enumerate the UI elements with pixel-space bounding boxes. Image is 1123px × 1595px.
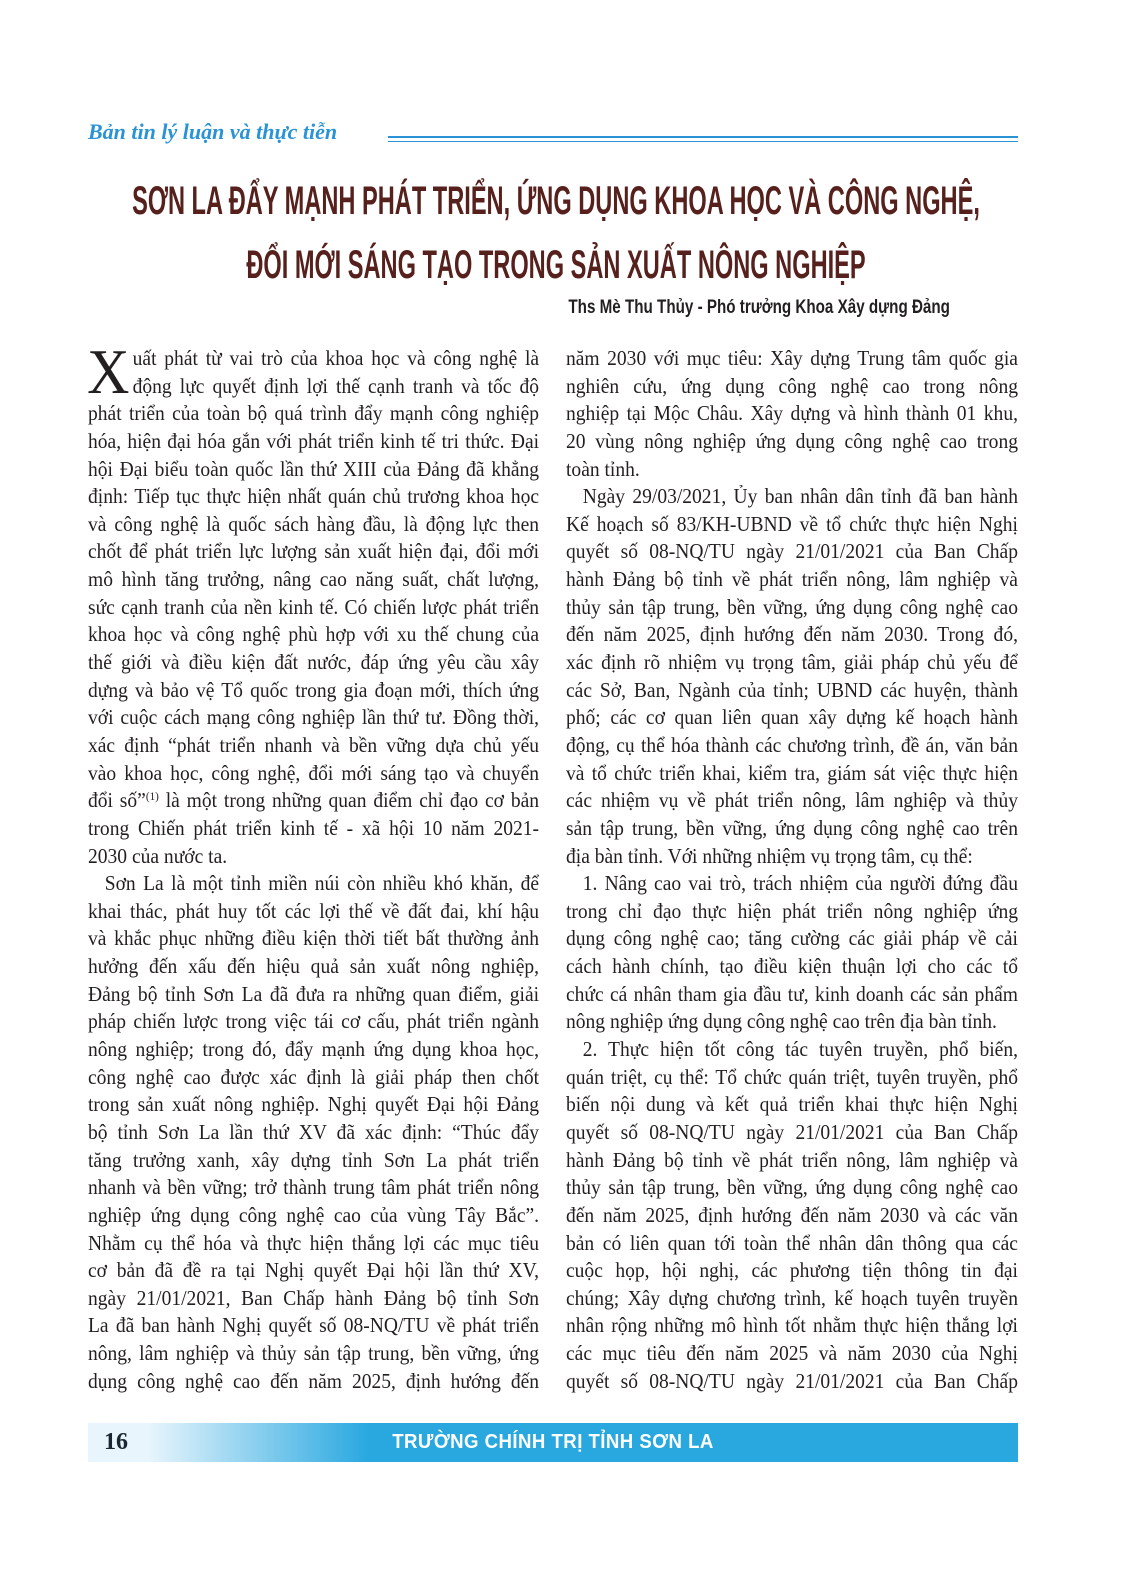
text-line: biến nội dung và kết quả triển khai thực hiện Nghị (566, 1092, 1018, 1117)
text-line: định: Tiếp tục thực hiện nhất quán chủ trương khoa học (88, 484, 540, 509)
text-line: thủy sản tập trung, bền vững, ứng dụng công nghệ cao (566, 594, 1018, 619)
byline: Ths Mè Thu Thủy - Phó trưởng Khoa Xây dựng Đảng (568, 297, 950, 318)
text-line: Nhằm cụ thể hóa và thực hiện thắng lợi các mục tiêu (88, 1230, 540, 1255)
section-header: Bản tin lý luận và thực tiễn (88, 119, 338, 144)
text-segment: là một trong những quan điểm chỉ đạo cơ bản (158, 788, 540, 813)
text-line: và khắc phục những điều kiện thời tiết bất thường ảnh (88, 926, 540, 951)
text-line: dựng và bảo vệ Tổ quốc trong gia đoạn mới, thích ứng (88, 677, 540, 702)
text-line: vào khoa học, công nghệ, đổi mới sáng tạo và chuyển (88, 760, 540, 785)
text-line: hóa, hiện đại hóa gắn với phát triển kinh tế tri thức. Đại (88, 428, 540, 453)
text-line: thế giới và điều kiện đất nước, đáp ứng yêu cầu xây (88, 650, 540, 675)
text-line: chốt để phát triển lực lượng sản xuất hiện đại, đổi mới (88, 539, 540, 564)
text-line: nghiên cứu, ứng dụng công nghệ cao trong nông (566, 373, 1018, 398)
title-line: ĐỔI MỚI SÁNG TẠO TRONG SẢN XUẤT NÔNG NGHIỆP (246, 243, 866, 287)
text-line: quyết số 08-NQ/TU ngày 21/01/2021 của Ban Chấp (566, 1119, 1018, 1144)
text-line: xác định “phát triển nhanh và bền vững dựa chủ yếu (88, 732, 540, 757)
text-line: động lực quyết định lợi thế cạnh tranh và tốc độ (132, 373, 540, 398)
text-line: 20 vùng nông nghiệp ứng dụng công nghệ cao trong (566, 428, 1018, 453)
text-line: nghiệp ứng dụng công nghệ cao của vùng Tây Bắc”. (88, 1202, 540, 1227)
text-line: xác định rõ nhiệm vụ trọng tâm, giải pháp chủ yếu để (566, 650, 1018, 675)
article-title (0, 0, 1123, 300)
text-line: khai thác, phát huy tốt các lợi thế về đất đai, khí hậu (88, 898, 540, 923)
text-line: bản có liên quan tới toàn thể nhân dân thông qua các (566, 1230, 1018, 1255)
text-line: cơ bản đã đề ra tại Nghị quyết Đại hội lần thứ XV, (88, 1258, 540, 1283)
text-line: đến năm 2025, định hướng đến năm 2030. Trong đó, (566, 622, 1018, 647)
text-line: Đảng bộ tỉnh Sơn La đã đưa ra những quan điểm, giải (88, 981, 540, 1006)
drop-cap: X (87, 337, 130, 407)
text-line: địa bàn tỉnh. Với những nhiệm vụ trọng tâm, cụ thể: (566, 843, 973, 868)
text-line: các mục tiêu đến năm 2025 và năm 2030 của Nghị (566, 1341, 1018, 1366)
column-text (566, 345, 1018, 1395)
text-line: 2. Thực hiện tốt công tác tuyên truyền, phổ biến, (582, 1037, 1018, 1062)
text-line: hưởng đến xấu đến hiệu quả sản xuất nông nghiệp, (88, 954, 540, 979)
text-line: ngày 21/01/2021, Ban Chấp hành Đảng bộ tỉnh Sơn (88, 1285, 540, 1310)
column-right (566, 345, 1018, 1395)
text-line: phố; các cơ quan liên quan xây dựng kế hoạch hành (566, 705, 1018, 730)
text-line: động, cụ thể hóa thành các chương trình, đề án, văn bản (566, 732, 1018, 757)
column-text (87, 337, 540, 1395)
text-line: sức cạnh tranh của nền kinh tế. Có chiến lược phát triển (88, 594, 540, 619)
text-line: nông nghiệp ứng dụng công nghệ cao trên địa bàn tỉnh. (566, 1009, 997, 1034)
text-line: hội Đại biểu toàn quốc lần thứ XIII của Đảng đã khẳng (88, 456, 540, 481)
text-line: với cuộc cách mạng công nghiệp lần thứ tư. Đồng thời, (88, 705, 540, 730)
text-line: thủy sản tập trung, bền vững, ứng dụng công nghệ cao (566, 1175, 1018, 1200)
publication-name: TRƯỜNG CHÍNH TRỊ TỈNH SƠN LA (392, 1431, 714, 1453)
text-line: Ngày 29/03/2021, Ủy ban nhân dân tỉnh đã ban hành (582, 484, 1018, 509)
text-line: và tổ chức triển khai, kiểm tra, giám sát việc thực hiện (566, 760, 1018, 785)
text-line: quyết số 08-NQ/TU ngày 21/01/2021 của Ban Chấp (566, 539, 1018, 564)
text-line: hành Đảng bộ tỉnh về phát triển nông, lâm nghiệp và (566, 1147, 1018, 1172)
text-line: công nghệ cao được xác định là giải pháp then chốt (88, 1064, 540, 1089)
text-line: quán triệt, cụ thể: Tổ chức quán triệt, tuyên truyền, phổ (566, 1064, 1018, 1089)
title-line: SƠN LA ĐẨY MẠNH PHÁT TRIỂN, ỨNG DỤNG KHOA HỌC VÀ CÔNG NGHỆ, (132, 179, 980, 223)
text-line: năm 2030 với mục tiêu: Xây dựng Trung tâm quốc gia (566, 346, 1018, 370)
footnote-ref: (1) (145, 789, 159, 804)
footer-bar (88, 1423, 1018, 1462)
text-line: pháp chiến lược trong việc tái cơ cấu, phát triển ngành (88, 1009, 540, 1034)
text-line: trong Chiến phát triển kinh tế - xã hội 10 năm 2021- (88, 815, 540, 840)
text-line: phát triển của toàn bộ quá trình đẩy mạnh công nghiệp (88, 401, 540, 426)
text-line: nghiệp tại Mộc Châu. Xây dựng và hình thành 01 khu, (566, 401, 1018, 426)
text-line: La đã ban hành Nghị quyết số 08-NQ/TU về phát triển (88, 1313, 540, 1338)
text-line: mô hình tăng trưởng, nâng cao năng suất, chất lượng, (88, 567, 540, 592)
page-number: 16 (104, 1429, 128, 1455)
text-line: Sơn La là một tỉnh miền núi còn nhiều khó khăn, để (104, 871, 540, 896)
text-line: nhân rộng những mô hình tốt nhằm thực hiện thắng lợi (566, 1313, 1018, 1338)
text-line: tăng trưởng xanh, xây dựng tỉnh Sơn La phát triển (88, 1147, 540, 1172)
text-line: nông nghiệp; trong đó, đẩy mạnh ứng dụng khoa học, (88, 1037, 540, 1062)
text-line: và công nghệ là quốc sách hàng đầu, là động lực then (88, 511, 540, 536)
text-line: dụng công nghệ cao đến năm 2025, định hướng đến (88, 1368, 540, 1393)
text-line: trong chỉ đạo thực hiện phát triển nông nghiệp ứng (566, 898, 1018, 923)
text-line: các Sở, Ban, Ngành của tỉnh; UBND các huyện, thành (566, 677, 1018, 702)
text-line: nông, lâm nghiệp và thủy sản tập trung, bền vững, ứng (88, 1341, 540, 1366)
text-line: trong sản xuất nông nghiệp. Nghị quyết Đại hội Đảng (88, 1092, 540, 1117)
text-line: dụng công nghệ cao; tăng cường các giải pháp về cải (566, 926, 1018, 951)
text-line: chức cá nhân tham gia đầu tư, kinh doanh các sản phẩm (566, 981, 1018, 1006)
text-line: cách hành chính, tạo điều kiện thuận lợi cho các tổ (566, 954, 1018, 979)
text-line: sản tập trung, bền vững, ứng dụng công nghệ cao trên (566, 815, 1018, 840)
column-left (87, 337, 540, 1395)
text-line: quyết số 08-NQ/TU ngày 21/01/2021 của Ban Chấp (566, 1368, 1018, 1393)
text-segment: đổi số” (88, 788, 146, 813)
text-line: đến năm 2025, định hướng đến năm 2030 và các văn (566, 1202, 1018, 1227)
text-line: uất phát từ vai trò của khoa học và công nghệ là (132, 346, 540, 370)
text-line: Kế hoạch số 83/KH-UBND về tổ chức thực hiện Nghị (566, 511, 1018, 536)
text-line: 2030 của nước ta. (88, 843, 228, 868)
text-line: hành Đảng bộ tỉnh về phát triển nông, lâm nghiệp và (566, 567, 1018, 592)
text-line: khoa học và công nghệ phù hợp với xu thế chung của (88, 622, 540, 647)
text-line: chúng; Xây dựng chương trình, kế hoạch tuyên truyền (566, 1285, 1018, 1310)
text-line: toàn tỉnh. (566, 456, 640, 481)
text-line: 1. Nâng cao vai trò, trách nhiệm của người đứng đầu (582, 871, 1018, 896)
text-line (88, 787, 539, 815)
text-line: nhanh và bền vững; trở thành trung tâm phát triển nông (88, 1175, 540, 1200)
text-line: các nhiệm vụ về phát triển nông, lâm nghiệp và thủy (566, 788, 1018, 813)
text-line: bộ tỉnh Sơn La lần thứ XV đã xác định: “Thúc đẩy (88, 1119, 540, 1144)
text-line: cuộc họp, hội nghị, các phương tiện thông tin đại (566, 1258, 1018, 1283)
